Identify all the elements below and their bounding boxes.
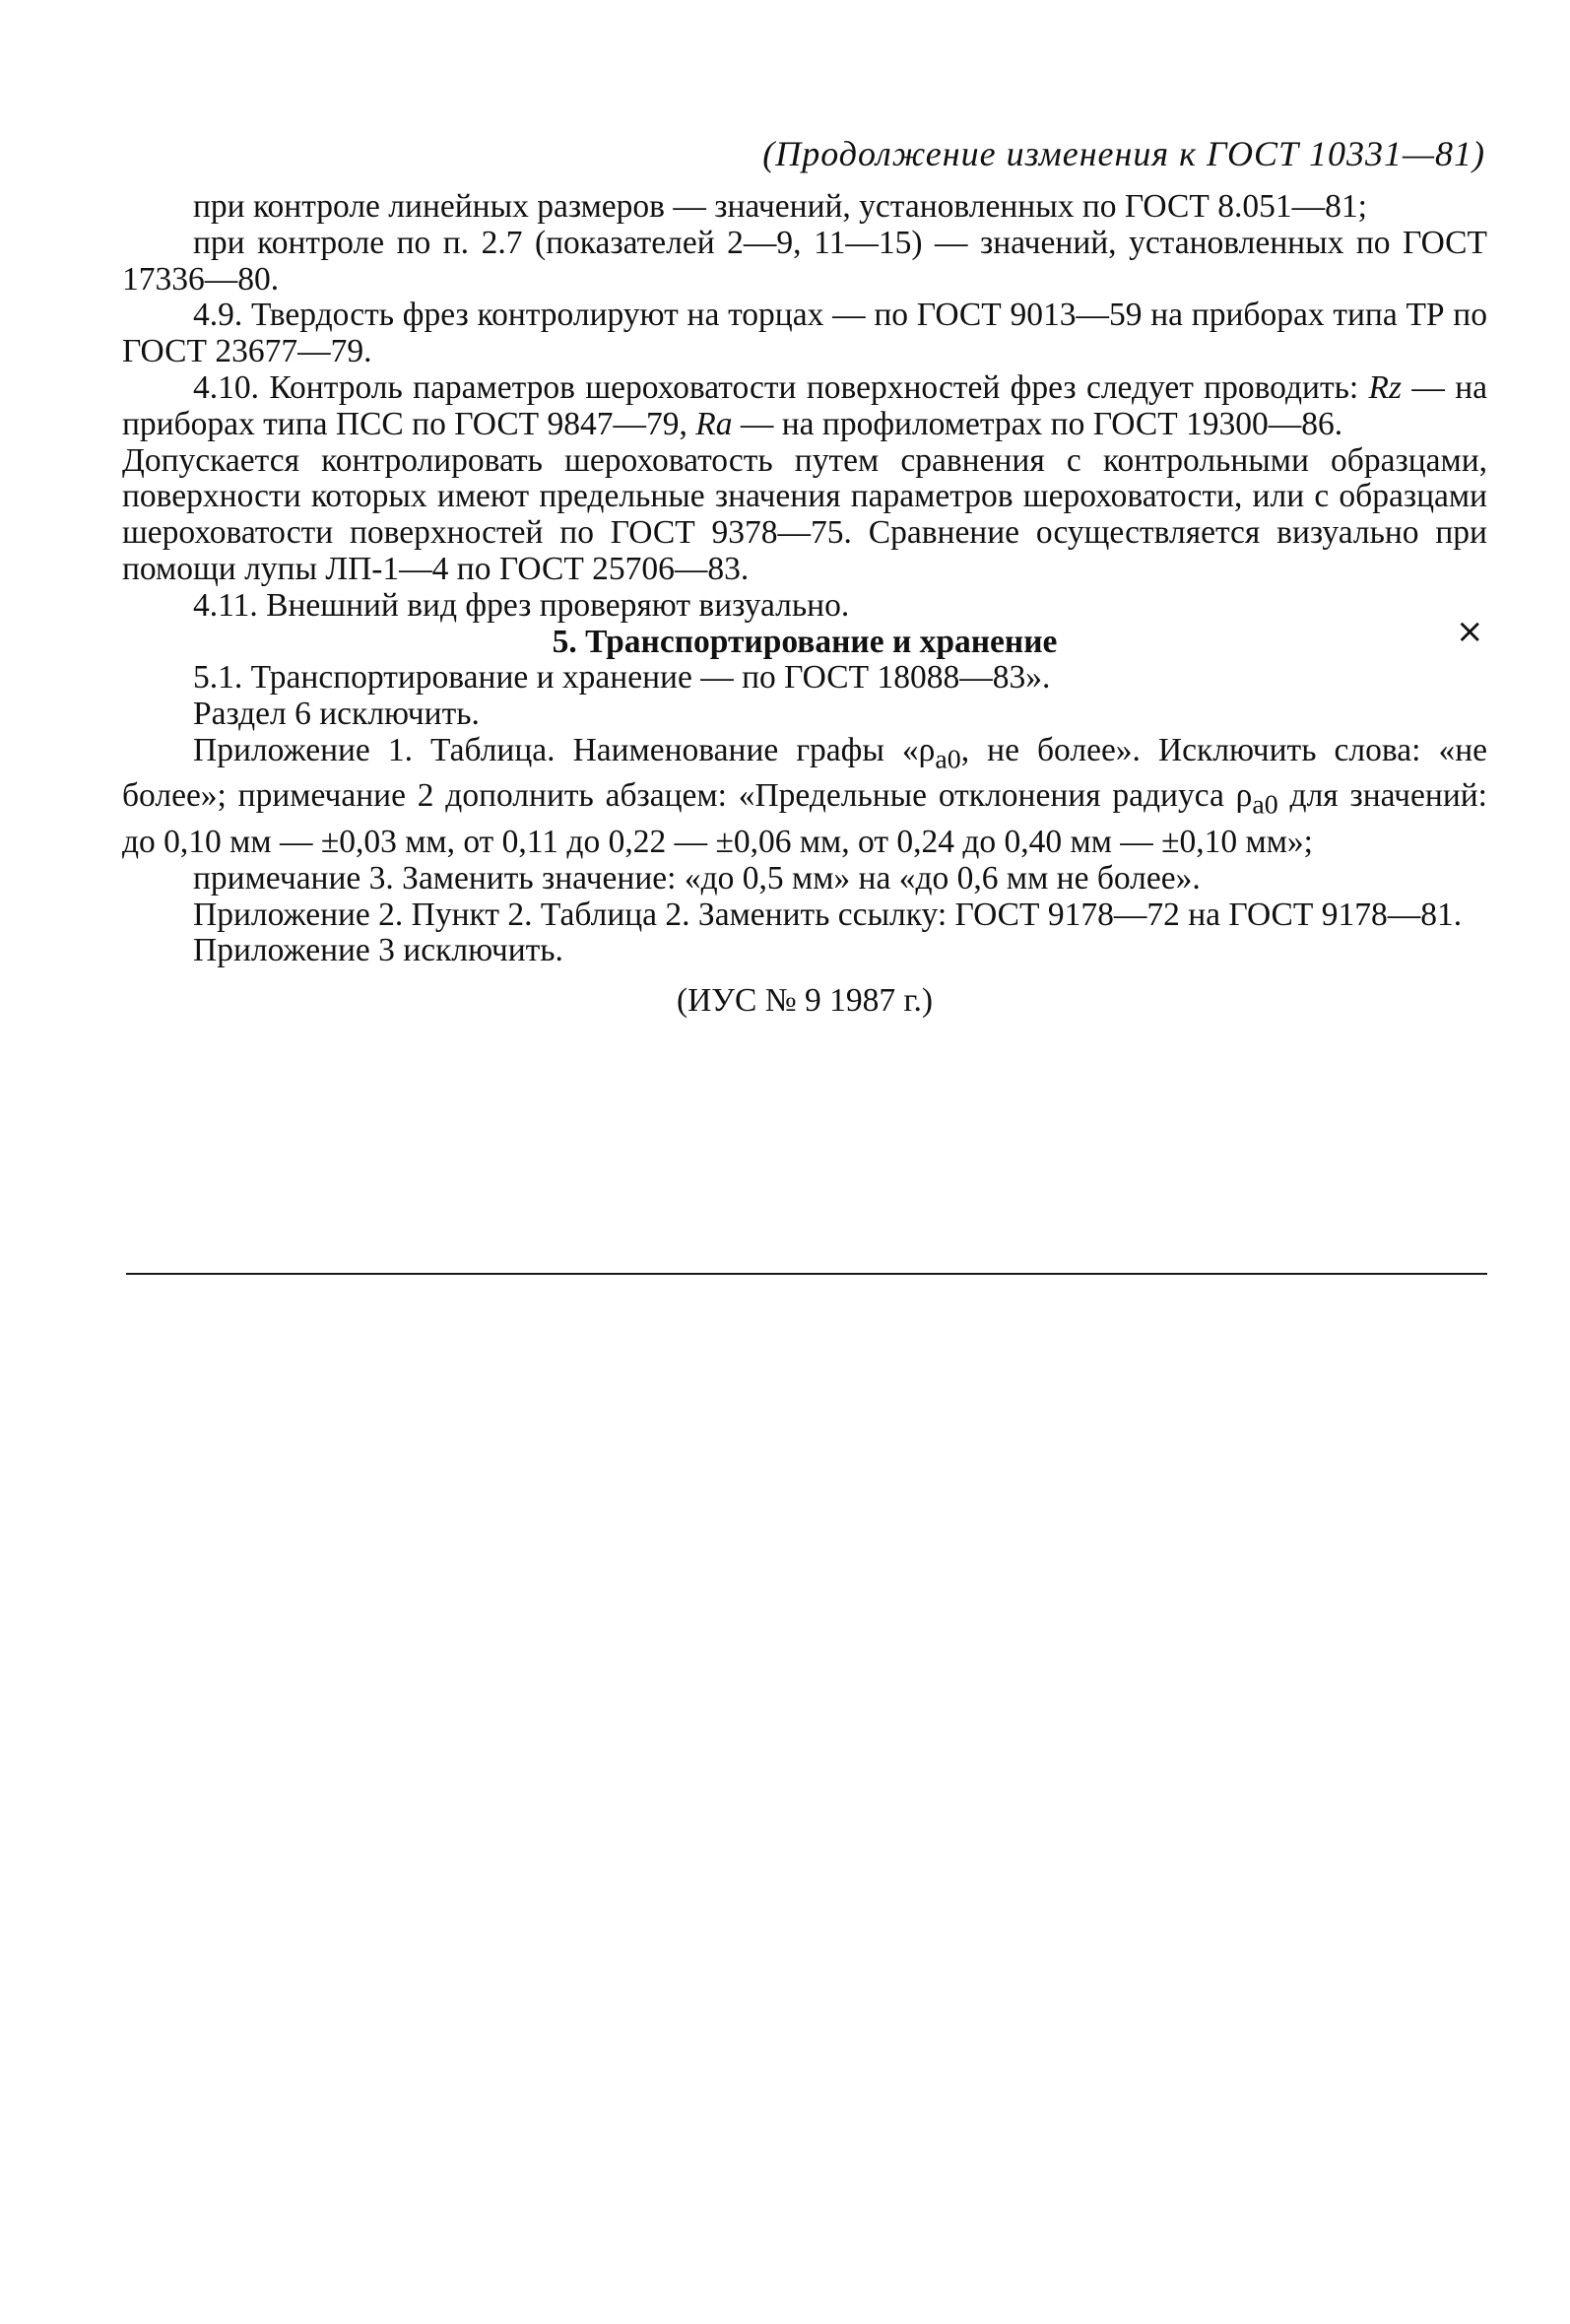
paragraph-roughness-comparison: Допускается контролировать шероховатость путем сравнения с контрольными образцами, поверхности которых имеют предельные значения параметров шероховатости, или с образцами шероховатости поверхностей по ГОСТ 9378—75. Сравнение осуществляется визуально при помощи лупы ЛП-1—4 по ГОСТ 25706—83. <box>122 441 1487 587</box>
paragraph-4-10-roughness <box>122 370 1487 443</box>
paragraph-4-11-appearance: 4.11. Внешний вид фрез проверяют визуально. <box>193 586 850 624</box>
issue-reference: (ИУС № 9 1987 г.) <box>676 982 934 1020</box>
text-4-10-end: — на профилометрах по ГОСТ 19300—86. <box>732 405 1343 442</box>
symbol-ra: Ra <box>695 405 733 442</box>
symbol-rz: Rz <box>1368 368 1403 406</box>
paragraph-5-1-transport: 5.1. Транспортирование и хранение — по ГОСТ 18088—83». <box>193 659 1051 697</box>
text-appendix-1-start: Приложение 1. Таблица. Наименование графы «ρ <box>193 731 936 768</box>
text-4-10-start: 4.10. Контроль параметров шероховатости поверхностей фрез следует проводить: <box>193 368 1369 406</box>
page-header <box>591 132 1485 175</box>
section-5-heading: 5. Транспортирование и хранение <box>552 623 1058 660</box>
cross-mark-icon: × <box>1456 612 1484 651</box>
paragraph-section-6-excluded: Раздел 6 исключить. <box>193 696 480 733</box>
paragraph-control-2-7: при контроле по п. 2.7 (показателей 2—9, 11—15) — значений, установленных по ГОСТ 17336—80. <box>122 224 1487 298</box>
text-4-10-mid: — на приборах типа ПСС по ГОСТ 9847—79, <box>122 368 1487 442</box>
text-appendix-1-mid: , не более». Исключить слова: «не более»; примечание 2 дополнить абзацем: «Предельные отклонения радиуса ρ <box>122 731 1487 815</box>
paragraph-appendix-3-excluded: Приложение 3 исключить. <box>193 932 563 969</box>
document-body <box>122 189 1487 1020</box>
paragraph-appendix-2: Приложение 2. Пункт 2. Таблица 2. Заменить ссылку: ГОСТ 9178—72 на ГОСТ 9178—81. <box>193 896 1463 933</box>
text-appendix-1-end: для значений: до 0,10 мм — ±0,03 мм, от 0,11 до 0,22 — ±0,06 мм, от 0,24 до 0,40 мм — ±0,10 мм»; <box>122 777 1487 860</box>
paragraph-4-9-hardness: 4.9. Твердость фрез контролируют на торцах — по ГОСТ 9013—59 на приборах типа ТР по ГОСТ 23677—79. <box>122 297 1487 370</box>
subscript-a0-second: a0 <box>1252 790 1278 822</box>
paragraph-note-3: примечание 3. Заменить значение: «до 0,5 мм» на «до 0,6 мм не более». <box>193 859 1201 896</box>
paragraph-linear-dimensions: при контроле линейных размеров — значений, установленных по ГОСТ 8.051—81; <box>193 188 1367 225</box>
subscript-a0-first: a0 <box>935 744 961 775</box>
bottom-divider <box>126 1273 1487 1275</box>
continuation-title: (Продолжение изменения к ГОСТ 10331—81) <box>762 134 1485 173</box>
paragraph-appendix-1 <box>122 733 1487 861</box>
